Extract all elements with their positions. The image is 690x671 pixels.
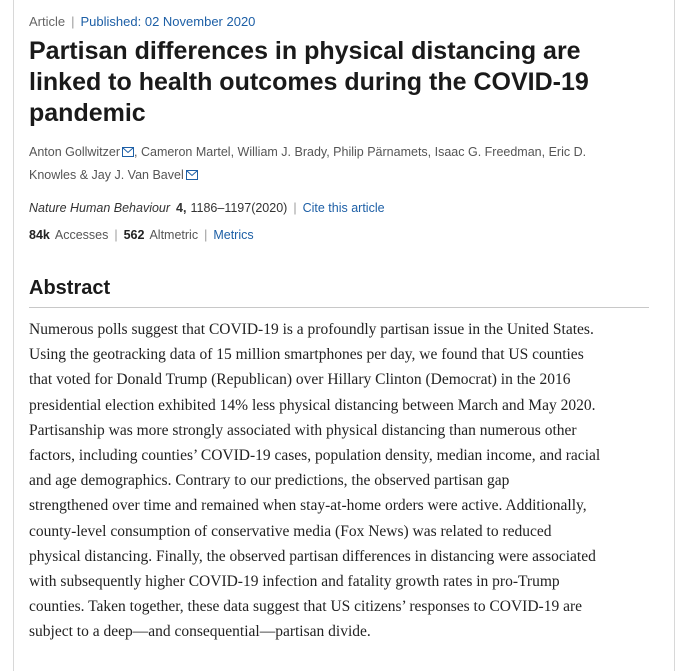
journal-name[interactable]: Nature Human Behaviour (29, 201, 171, 215)
article-type: Article (29, 14, 66, 29)
article-meta (29, 14, 255, 29)
separator: | (204, 228, 208, 242)
metrics-bar (29, 228, 254, 242)
author-name[interactable]: Cameron Martel (140, 145, 231, 159)
abstract-line: factors, including counties’ COVID-19 cases, population density, median income, and racial (29, 447, 601, 465)
abstract-line: that voted for Donald Trump (Republican) over Hillary Clinton (Democrat) in the 2016 (29, 371, 571, 389)
abstract-body (29, 317, 651, 645)
accesses-count: 84k (29, 228, 50, 242)
abstract-line: Using the geotracking data of 15 million smartphones per day, we found that US counties (29, 346, 584, 364)
author-name[interactable]: Philip Pärnamets (333, 145, 428, 159)
altmetric-label: Altmetric (149, 228, 199, 242)
accesses-label: Accesses (54, 228, 109, 242)
altmetric-count: 562 (123, 228, 145, 242)
author-name[interactable]: Eric D. Knowles (29, 145, 587, 182)
abstract-line: and age demographics. Contrary to our predictions, the observed partisan gap (29, 472, 510, 490)
published-date: Published: 02 November 2020 (80, 14, 256, 29)
email-icon[interactable] (186, 170, 198, 180)
abstract-line: counties. Taken together, these data suggest that US citizens’ responses to COVID-19 are (29, 598, 582, 616)
author-name[interactable]: Jay J. Van Bavel (91, 168, 184, 182)
separator: | (293, 201, 297, 215)
article-title: Partisan differences in physical distancing are linked to health outcomes during the COVID-19 pandemic (29, 37, 589, 127)
abstract-line: strengthened over time and remained when stay-at-home orders were active. Additionally, (29, 497, 587, 515)
abstract-line: subject to a deep—and consequential—partisan divide. (29, 623, 371, 641)
abstract-line: Partisanship was more strongly associated with physical distancing than numerous other (29, 421, 577, 439)
abstract-line: presidential election exhibited 14% less physical distancing between March and May 2020. (29, 396, 596, 414)
author-name[interactable]: Isaac G. Freedman (434, 145, 542, 159)
separator: | (71, 14, 75, 29)
author-name[interactable]: Anton Gollwitzer (29, 145, 121, 159)
cite-this-article-link[interactable]: Cite this article (302, 201, 385, 215)
author-list: Anton Gollwitzer , Cameron Martel, William J. Brady, Philip Pärnamets, Isaac G. Freedman, Eric D. Knowles & Jay J. Van Bavel (29, 145, 587, 182)
journal-volume: 4, (176, 201, 187, 215)
section-divider (29, 307, 649, 308)
abstract-line: physical distancing. Finally, the observed partisan differences in distancing were associated (29, 547, 596, 565)
abstract-line: Numerous polls suggest that COVID-19 is a profoundly partisan issue in the United States. (29, 321, 594, 338)
metrics-link[interactable]: Metrics (213, 228, 254, 242)
separator: | (114, 228, 118, 242)
email-icon[interactable] (122, 147, 134, 157)
abstract-line: with subsequently higher COVID-19 infection and fatality growth rates in pro-Trump (29, 573, 560, 591)
abstract-line: county-level consumption of conservative media (Fox News) was related to reduced (29, 522, 552, 540)
citation-line (29, 201, 385, 215)
author-name[interactable]: William J. Brady (237, 145, 327, 159)
abstract-heading: Abstract (29, 277, 111, 299)
journal-pages: 1186–1197(2020) (190, 201, 288, 215)
